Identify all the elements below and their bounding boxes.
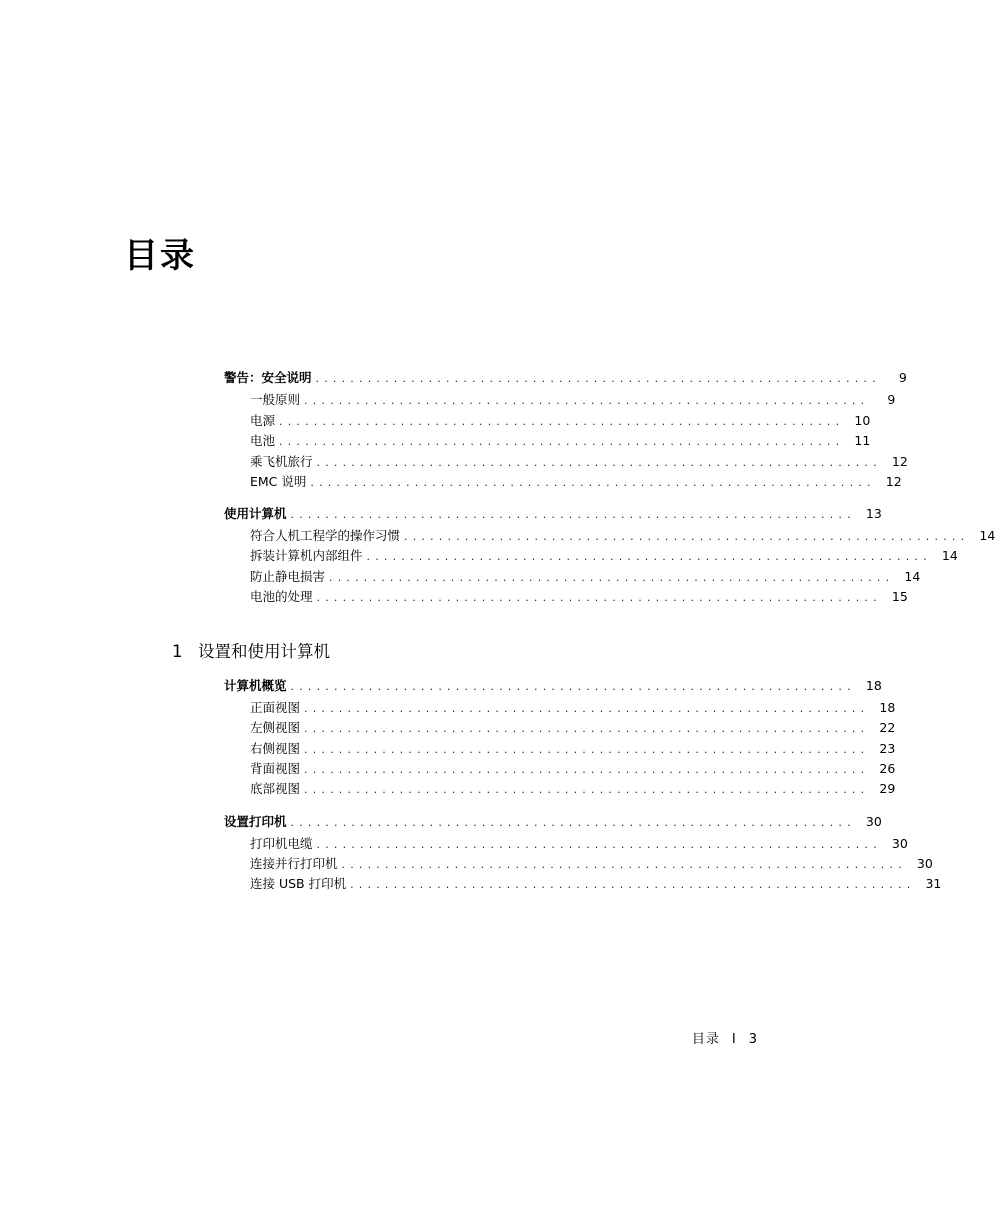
toc-entry-label: 乘飞机旅行 <box>250 454 313 469</box>
dot-leader: ................................................................. <box>304 783 870 796</box>
toc-entry[interactable] <box>250 760 896 779</box>
chapter-number: 1 <box>172 642 183 661</box>
toc-section-overview[interactable] <box>224 677 882 696</box>
toc-page-number: 18 <box>865 678 882 693</box>
toc-page-number: 10 <box>854 413 871 428</box>
toc-entry-label: 符合人机工程学的操作习惯 <box>250 528 401 543</box>
chapter-heading[interactable] <box>172 641 330 663</box>
page-title: 目录 <box>124 236 196 276</box>
toc-section-label: 计算机概览 <box>224 678 287 693</box>
toc-section-label: 设置打印机 <box>224 814 287 829</box>
toc-entry-label: 电池的处理 <box>250 589 313 604</box>
dot-leader: ................................................................. <box>304 394 870 407</box>
toc-page-number: 31 <box>925 876 942 891</box>
toc-entry-label: 电池 <box>250 433 276 448</box>
dot-leader: ................................................................. <box>366 550 932 563</box>
toc-entry[interactable] <box>250 719 896 738</box>
dot-leader: ................................................................. <box>304 763 870 776</box>
toc-entry[interactable] <box>250 527 995 546</box>
dot-leader: ................................................................. <box>350 878 916 891</box>
toc-entry-label: 拆装计算机内部组件 <box>250 548 363 563</box>
toc-entry[interactable] <box>250 875 942 894</box>
toc-entry[interactable] <box>250 780 896 799</box>
toc-entry[interactable] <box>250 391 896 410</box>
dot-leader: ................................................................. <box>290 816 856 829</box>
toc-page-number: 9 <box>898 370 907 385</box>
toc-page-number: 12 <box>885 474 902 489</box>
toc-entry[interactable] <box>250 699 896 718</box>
toc-entry[interactable] <box>250 432 871 451</box>
toc-entry[interactable] <box>250 568 921 587</box>
toc-section-printer[interactable] <box>224 813 882 832</box>
toc-entry-label: 一般原则 <box>250 392 301 407</box>
toc-page-number: 11 <box>854 433 871 448</box>
toc-page-number: 14 <box>904 569 921 584</box>
toc-entry-label: 电源 <box>250 413 276 428</box>
toc-entry-label: 右侧视图 <box>250 741 301 756</box>
toc-section-safety[interactable] <box>224 369 907 388</box>
dot-leader: ................................................................. <box>404 530 970 543</box>
dot-leader: ................................................................. <box>329 571 895 584</box>
toc-entry-label: 打印机电缆 <box>250 836 313 851</box>
toc-entry-label: EMC 说明 <box>250 474 307 489</box>
footer-label: 目录 <box>691 1032 720 1047</box>
toc-entry[interactable] <box>250 473 902 492</box>
toc-entry-label: 连接并行打印机 <box>250 856 338 871</box>
toc-entry[interactable] <box>250 412 871 431</box>
toc-page-number: 13 <box>865 506 882 521</box>
toc-page-number: 18 <box>879 700 896 715</box>
dot-leader: ................................................................. <box>290 680 856 693</box>
toc-entry-label: 连接 USB 打印机 <box>250 876 347 891</box>
toc-entry-label: 左侧视图 <box>250 720 301 735</box>
toc-page-number: 30 <box>891 836 908 851</box>
toc-entry[interactable] <box>250 740 896 759</box>
dot-leader: ................................................................. <box>290 508 856 521</box>
dot-leader: ................................................................. <box>315 372 881 385</box>
toc-section-label: 警告：安全说明 <box>224 370 312 385</box>
toc-page-number: 23 <box>879 741 896 756</box>
dot-leader: ................................................................. <box>279 435 845 448</box>
dot-leader: ................................................................. <box>310 476 876 489</box>
toc-page-number: 15 <box>891 589 908 604</box>
toc-entry[interactable] <box>250 588 908 607</box>
footer-page-number: 3 <box>748 1032 758 1047</box>
dot-leader: ................................................................. <box>304 702 870 715</box>
toc-entry-label: 正面视图 <box>250 700 301 715</box>
page-footer <box>692 1031 758 1049</box>
toc-page-number: 30 <box>865 814 882 829</box>
toc-page-number: 26 <box>879 761 896 776</box>
toc-page-number: 12 <box>891 454 908 469</box>
toc-page-number: 14 <box>979 528 995 543</box>
toc-entry[interactable] <box>250 453 908 472</box>
toc-page-number: 14 <box>941 548 958 563</box>
toc-entry[interactable] <box>250 835 908 854</box>
footer-separator: I <box>731 1032 737 1047</box>
chapter-title: 设置和使用计算机 <box>198 642 330 661</box>
toc-section-using-computer[interactable] <box>224 505 882 524</box>
dot-leader: ................................................................. <box>341 858 907 871</box>
toc-section-label: 使用计算机 <box>224 506 287 521</box>
dot-leader: ................................................................. <box>304 722 870 735</box>
dot-leader: ................................................................. <box>316 456 882 469</box>
dot-leader: ................................................................. <box>304 743 870 756</box>
toc-entry[interactable] <box>250 547 958 566</box>
toc-page-number: 9 <box>887 392 896 407</box>
toc-page-number: 30 <box>916 856 933 871</box>
toc-page-number: 29 <box>879 781 896 796</box>
toc-entry-label: 防止静电损害 <box>250 569 326 584</box>
dot-leader: ................................................................. <box>316 591 882 604</box>
toc-entry[interactable] <box>250 855 933 874</box>
toc-entry-label: 底部视图 <box>250 781 301 796</box>
dot-leader: ................................................................. <box>279 415 845 428</box>
toc-page-number: 22 <box>879 720 896 735</box>
toc-entry-label: 背面视图 <box>250 761 301 776</box>
dot-leader: ................................................................. <box>316 838 882 851</box>
